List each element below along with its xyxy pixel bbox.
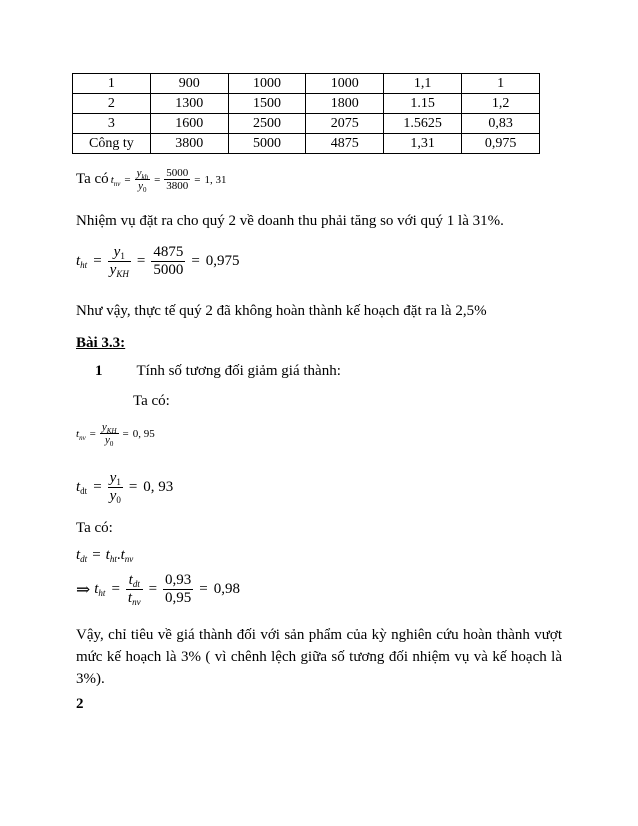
equals-sign: = — [122, 427, 129, 440]
paragraph: Ta có: — [76, 520, 113, 536]
subscript: dt — [132, 579, 140, 589]
equation-actual-ratio — [76, 470, 173, 505]
table-cell: 1000 — [306, 74, 384, 94]
numerator — [108, 244, 131, 262]
subscript: nv — [79, 433, 86, 442]
fraction — [108, 470, 123, 505]
table-cell: 0,83 — [462, 114, 540, 134]
table-cell: 1300 — [150, 94, 228, 114]
equation-lhs — [76, 479, 87, 496]
symbol: y — [109, 262, 117, 278]
equals-sign: = — [89, 427, 96, 440]
equals-sign: = — [194, 173, 201, 186]
subscript: KH — [106, 427, 117, 435]
fraction — [164, 167, 190, 192]
symbol: t — [76, 253, 81, 269]
multiply-dot: . — [116, 547, 121, 563]
table-cell: 5000 — [228, 134, 306, 154]
table-row — [73, 74, 540, 94]
symbol: y — [105, 434, 110, 446]
subscript: ht — [80, 260, 88, 270]
denominator — [135, 180, 151, 192]
table-cell: 2500 — [228, 114, 306, 134]
subscript: ht — [98, 588, 106, 598]
equation-task-ratio — [76, 167, 227, 192]
symbol: y — [109, 470, 117, 486]
equals-sign: = — [93, 253, 102, 269]
denominator — [100, 434, 119, 446]
equals-sign: = — [93, 479, 102, 495]
table-cell: 1500 — [228, 94, 306, 114]
equation-completion-result — [76, 572, 240, 607]
equals-sign: = — [124, 173, 131, 186]
result-value: 0, 95 — [132, 427, 155, 440]
table-row — [73, 134, 540, 154]
table-cell: 1600 — [150, 114, 228, 134]
factor — [121, 547, 134, 564]
equals-sign: = — [111, 581, 120, 597]
equals-sign: = — [92, 547, 101, 563]
list-item — [95, 360, 341, 382]
table-cell: 1.15 — [384, 94, 462, 114]
fraction — [163, 572, 193, 607]
symbol: t — [120, 547, 125, 563]
equals-sign: = — [154, 173, 161, 186]
paragraph: Như vậy, thực tế quý 2 đã không hoàn thành kế hoạch đặt ra là 2,5% — [76, 303, 487, 319]
equation-completion-ratio — [76, 244, 240, 279]
section-heading: Bài 3.3: — [76, 335, 126, 351]
symbol: t — [94, 581, 99, 597]
result-value: 0,98 — [213, 581, 241, 597]
table-cell: 2075 — [306, 114, 384, 134]
subscript: 1 — [120, 251, 125, 261]
symbol: y — [101, 421, 107, 433]
table-cell: 1,1 — [384, 74, 462, 94]
equation-prefix: Ta có — [76, 171, 109, 187]
fraction — [126, 572, 143, 607]
table-cell: 900 — [150, 74, 228, 94]
table-cell: 1800 — [306, 94, 384, 114]
subscript: 0 — [143, 186, 147, 194]
equation-lhs — [111, 174, 121, 186]
denominator: 3800 — [166, 180, 189, 192]
table-cell: 2 — [73, 94, 151, 114]
result-value: 0, 93 — [143, 479, 174, 495]
data-table — [72, 73, 540, 154]
table-cell: 0,975 — [462, 134, 540, 154]
equation-task-ratio-cost — [76, 421, 155, 446]
symbol: y — [113, 244, 121, 260]
table-row — [73, 94, 540, 114]
subscript: dt — [80, 554, 88, 564]
symbol: t — [76, 479, 81, 495]
subscript: dt — [80, 486, 88, 496]
symbol: t — [127, 590, 133, 606]
denominator — [126, 590, 143, 607]
denominator: 5000 — [153, 262, 184, 278]
symbol: y — [109, 488, 117, 504]
equals-sign: = — [128, 479, 138, 495]
equals-sign: = — [136, 253, 146, 269]
subscript: nv — [132, 597, 141, 607]
table-cell: 1,2 — [462, 94, 540, 114]
symbol: t — [76, 547, 81, 563]
numerator — [126, 572, 143, 590]
symbol: y — [138, 180, 144, 192]
implies-arrow: ⇒ — [76, 579, 91, 599]
conclusion-paragraph: Vậy, chỉ tiêu về giá thành đối với sản phẩm của kỳ nghiên cứu hoàn thành vượt mức kế hoạch là 3% ( vì chênh lệch giữa số tương đối nhiệm vụ và kế hoạch là 3%). — [76, 627, 562, 687]
subscript: nv — [113, 179, 121, 188]
fraction — [135, 167, 151, 192]
symbol: t — [76, 427, 80, 440]
fraction — [151, 244, 185, 279]
equals-sign: = — [191, 253, 200, 269]
numerator: 4875 — [153, 244, 184, 260]
list-item-sub: Ta có: — [133, 393, 170, 409]
table-cell: 1.5625 — [384, 114, 462, 134]
fraction — [108, 244, 131, 279]
page-number: 2 — [76, 696, 84, 712]
subscript: 1 — [116, 477, 121, 487]
equals-sign: = — [199, 581, 208, 597]
factor — [106, 547, 117, 564]
equation-product — [76, 547, 133, 564]
subscript: 0 — [116, 495, 121, 505]
numerator — [135, 167, 151, 180]
equation-lhs — [94, 581, 105, 598]
denominator — [108, 262, 131, 279]
denominator — [108, 488, 123, 505]
subscript: nv — [124, 554, 134, 564]
paragraph: Nhiệm vụ đặt ra cho quý 2 về doanh thu phải tăng so với quý 1 là 31%. — [76, 213, 504, 229]
numerator: 5000 — [166, 167, 189, 179]
result-value: 1, 31 — [204, 173, 227, 186]
table-cell: 1,31 — [384, 134, 462, 154]
equation-lhs — [76, 428, 86, 440]
table-cell: 3 — [73, 114, 151, 134]
result-value: 0,975 — [205, 253, 240, 269]
subscript: KH — [116, 269, 129, 279]
table-row — [73, 114, 540, 134]
list-item-title: Tính số tương đối giảm giá thành: — [136, 363, 341, 379]
fraction — [100, 421, 119, 446]
table-cell: 3800 — [150, 134, 228, 154]
symbol: t — [110, 173, 114, 186]
equals-sign: = — [148, 581, 158, 597]
subscript: 0 — [109, 440, 114, 448]
subscript: ht — [109, 554, 117, 564]
symbol: t — [128, 572, 133, 588]
equation-lhs — [76, 547, 87, 564]
symbol: y — [136, 167, 142, 179]
table-cell: 1000 — [228, 74, 306, 94]
symbol: t — [105, 547, 110, 563]
numerator — [108, 470, 123, 488]
table-cell: 1 — [73, 74, 151, 94]
equation-lhs — [76, 253, 87, 270]
numerator — [100, 421, 119, 434]
table-cell: 4875 — [306, 134, 384, 154]
table-cell: 1 — [462, 74, 540, 94]
subscript: kh — [141, 173, 149, 181]
denominator: 0,95 — [165, 590, 192, 606]
table-cell: Công ty — [73, 134, 151, 154]
list-number: 1 — [95, 363, 103, 379]
numerator: 0,93 — [165, 572, 192, 588]
